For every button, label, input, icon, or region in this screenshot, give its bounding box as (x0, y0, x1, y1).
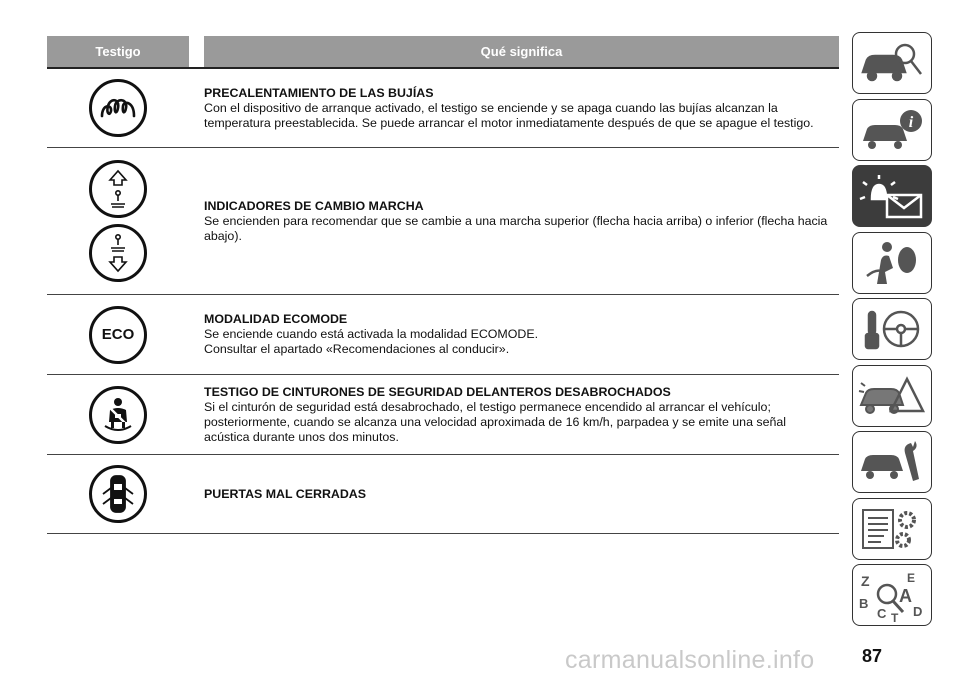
chapter-sidebar (852, 32, 934, 631)
table-row (47, 295, 839, 375)
index-letter-e: E (907, 571, 916, 585)
eco-label: ECO (101, 326, 135, 343)
airbag-passenger-icon (857, 238, 927, 288)
table-header (47, 36, 839, 67)
header-testigo: Testigo (47, 36, 189, 67)
seatbelt-warning-icon (89, 386, 147, 444)
row-text-line: posteriormente, cuando se alcanza una velocidad aproximada de 16 km/h, parpadea y se emite una señal (204, 414, 787, 429)
row-text-line: abajo). (204, 228, 242, 243)
tab-car-search[interactable] (852, 32, 932, 94)
key-steering-wheel-icon (857, 304, 927, 354)
tab-emergency[interactable] (852, 365, 932, 427)
row-title: INDICADORES DE CAMBIO MARCHA (204, 198, 424, 213)
header-que-significa: Qué significa (204, 36, 839, 67)
row-text-line: Se encienden para recomendar que se cambie a una marcha superior (flecha hacia arriba) o inferior (flecha hacia (204, 213, 828, 228)
tab-warning-lights[interactable] (852, 165, 932, 227)
row-title: TESTIGO DE CINTURONES DE SEGURIDAD DELANTEROS DESABROCHADOS (204, 384, 671, 399)
row-text-line: Si el cinturón de seguridad está desabrochado, el testigo permanece encendido al arrancar el vehículo; (204, 399, 771, 414)
row-text-line: temperatura preestablecida. Se puede arrancar el motor inmediatamente después de que se apague el testigo. (204, 115, 814, 130)
warning-lights-table (47, 36, 839, 534)
car-wrench-icon (857, 437, 927, 487)
table-row (47, 455, 839, 534)
car-info-icon (857, 105, 927, 155)
row-title: MODALIDAD ECOMODE (204, 312, 348, 326)
table-row (47, 375, 839, 455)
index-letter-t: T (891, 611, 899, 622)
row-text-line: Se enciende cuando está activada la modalidad ECOMODE. (204, 327, 539, 341)
tab-specifications[interactable] (852, 498, 932, 560)
tab-maintenance[interactable] (852, 431, 932, 493)
specs-gear-icon (857, 504, 927, 554)
row-text-line: Con el dispositivo de arranque activado, el testigo se enciende y se apaga cuando las bujías alcanzan la (204, 100, 778, 115)
index-letter-z: Z (861, 573, 870, 589)
index-letter-c: C (877, 606, 887, 621)
table-row (47, 69, 839, 148)
car-breakdown-warning-icon (857, 371, 927, 421)
row-text-line: Consultar el apartado «Recomendaciones al conducir». (204, 342, 510, 356)
tab-index[interactable] (852, 564, 932, 626)
watermark: carmanualsonline.info (565, 646, 815, 674)
svg-text:i: i (908, 113, 914, 131)
index-letter-d: D (913, 604, 923, 619)
row-text-line: acústica durante unos dos minutos. (204, 429, 399, 444)
eco-mode-icon (89, 306, 147, 364)
car-search-icon (857, 38, 927, 88)
tab-car-info[interactable] (852, 99, 932, 161)
row-title: PUERTAS MAL CERRADAS (204, 486, 367, 501)
index-search-icon (857, 568, 927, 622)
index-letter-b: B (859, 596, 869, 611)
gear-shift-down-icon (89, 224, 147, 282)
tab-starting-driving[interactable] (852, 298, 932, 360)
index-letter-a: A (899, 586, 912, 606)
warning-light-message-icon (857, 171, 927, 221)
glow-plug-icon (89, 79, 147, 137)
table-row (47, 148, 839, 295)
gear-shift-up-icon (89, 160, 147, 218)
tab-safety[interactable] (852, 232, 932, 294)
door-open-icon (89, 465, 147, 523)
row-title: PRECALENTAMIENTO DE LAS BUJÍAS (204, 85, 434, 100)
page-number: 87 (862, 646, 883, 666)
